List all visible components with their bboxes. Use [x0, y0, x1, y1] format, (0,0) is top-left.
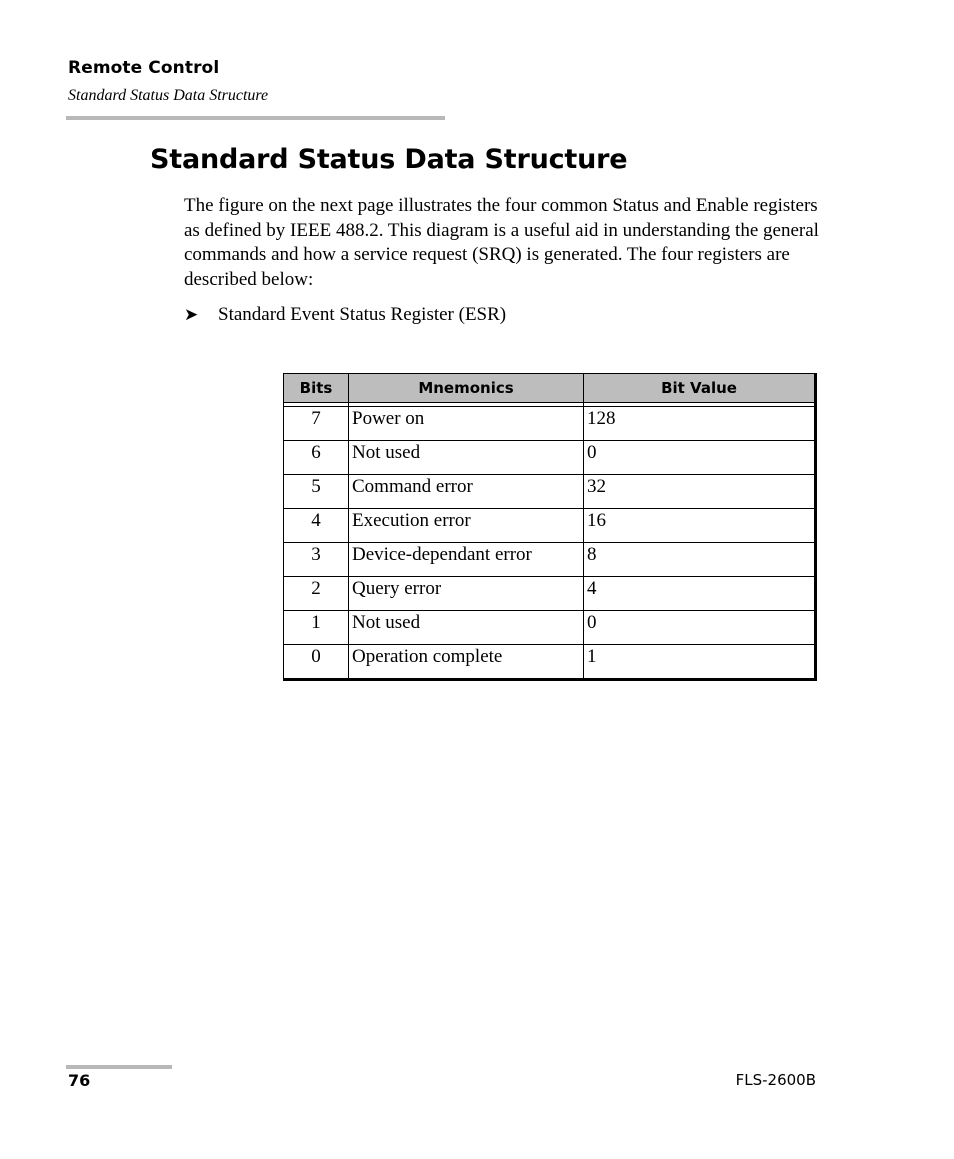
running-header-section: Remote Control	[68, 58, 220, 78]
footer-divider	[66, 1065, 172, 1069]
bit-cell: 4	[284, 509, 349, 543]
intro-paragraph: The figure on the next page illustrates the four common Status and Enable registers as defined by IEEE 488.2. This diagram is a useful aid in understanding the general commands and how a service request (SRQ) is generated. The four registers are described below:	[184, 195, 819, 290]
table-row	[284, 645, 816, 680]
mnemonic-cell: Not used	[349, 611, 584, 645]
page-title: Standard Status Data Structure	[150, 144, 628, 175]
mnemonic-cell: Device-dependant error	[349, 543, 584, 577]
column-header-bit-value: Bit Value	[584, 374, 816, 403]
mnemonic-cell: Power on	[349, 407, 584, 441]
bit-value-cell: 0	[584, 611, 816, 645]
bit-value-cell: 32	[584, 475, 816, 509]
page-number: 76	[68, 1071, 91, 1090]
bit-cell: 5	[284, 475, 349, 509]
arrow-bullet-icon: ➤	[184, 305, 199, 324]
column-header-mnemonics: Mnemonics	[349, 374, 584, 403]
bit-value-cell: 0	[584, 441, 816, 475]
table-row	[284, 407, 816, 441]
bit-cell: 1	[284, 611, 349, 645]
table-row	[284, 577, 816, 611]
mnemonic-cell: Not used	[349, 441, 584, 475]
bit-cell: 3	[284, 543, 349, 577]
bullet-text: Standard Event Status Register (ESR)	[218, 304, 507, 325]
table-row	[284, 441, 816, 475]
bullet-item	[184, 303, 506, 327]
table-row	[284, 543, 816, 577]
bit-cell: 6	[284, 441, 349, 475]
table-row	[284, 509, 816, 543]
bit-value-cell: 1	[584, 645, 816, 680]
mnemonic-cell: Execution error	[349, 509, 584, 543]
esr-bits-table	[283, 373, 817, 681]
bit-value-cell: 8	[584, 543, 816, 577]
bit-cell: 2	[284, 577, 349, 611]
bit-cell: 7	[284, 407, 349, 441]
bit-value-cell: 128	[584, 407, 816, 441]
mnemonic-cell: Operation complete	[349, 645, 584, 680]
bit-value-cell: 4	[584, 577, 816, 611]
bit-value-cell: 16	[584, 509, 816, 543]
header-divider	[66, 116, 445, 120]
table-row	[284, 611, 816, 645]
running-header-subsection: Standard Status Data Structure	[68, 87, 269, 104]
mnemonic-cell: Command error	[349, 475, 584, 509]
table-header-row	[284, 374, 816, 403]
mnemonic-cell: Query error	[349, 577, 584, 611]
table-row	[284, 475, 816, 509]
column-header-bits: Bits	[284, 374, 349, 403]
bit-cell: 0	[284, 645, 349, 680]
product-code: FLS-2600B	[735, 1071, 816, 1089]
